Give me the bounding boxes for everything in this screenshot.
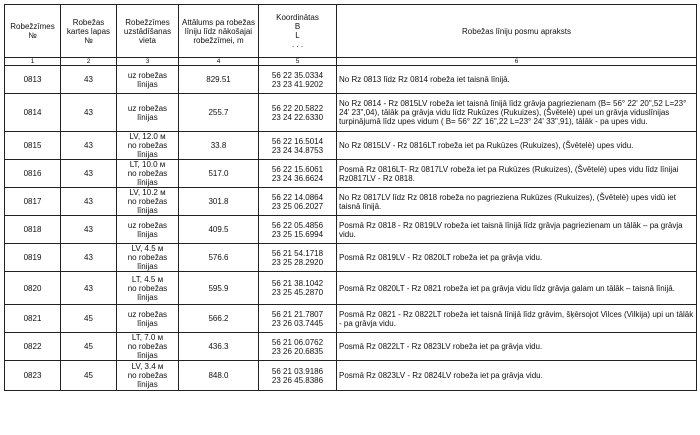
distance-cell: 576.6 [179,244,259,272]
install-place-cell [117,160,179,188]
header-row [5,5,697,58]
coordinates-cell [259,188,337,216]
distance-cell: 829.51 [179,66,259,94]
coordinates-cell [259,132,337,160]
install-place-line: LT, 4.5 м [131,274,164,284]
install-place-line: LV, 10.2 м [129,188,166,197]
install-place-line: LV, 12.0 м [129,132,166,141]
distance-cell: 595.9 [179,272,259,305]
install-place-line: līnijas [137,229,158,239]
marker-number-cell: 0814 [5,94,61,132]
install-place-line: līnijas [137,292,158,302]
border-markers-table [4,4,697,391]
map-sheet-cell: 43 [61,188,117,216]
header-install-place: Robežzīmes uzstādīšanas vieta [117,5,179,58]
distance-cell: 301.8 [179,188,259,216]
marker-number-cell: 0815 [5,132,61,160]
coordinates-cell [259,244,337,272]
table-row [5,66,697,94]
coordinate-l: 23 26 03.7445 [271,318,324,328]
install-place-line: uz robežas [127,220,168,230]
header-marker-number: Robežzīmes № [5,5,61,58]
coordinate-l: 23 25 45.2870 [271,288,324,297]
column-number: 3 [117,58,179,66]
coordinates-cell [259,160,337,188]
column-number: 2 [61,58,117,66]
table-row [5,216,697,244]
install-place-line: līnijas [137,206,158,215]
coordinate-b: 56 22 35.0334 [271,70,324,80]
install-place-line: līnijas [137,79,158,89]
coordinate-b: 56 22 14.0864 [271,192,324,202]
description-cell: Posmā Rz 0816LT- Rz 0817LV robeža iet pa Rukūzes (Rukuizes), (Švētelė) upes vidu līdz līnijai Rz0817LV - Rz 0818. [337,160,697,188]
coordinate-b: 56 22 15.6061 [271,164,324,174]
coordinate-l: 23 24 34.8753 [271,145,324,155]
header-map-sheet: Robežas kartes lapas № [61,5,117,58]
map-sheet-cell: 43 [61,244,117,272]
coordinate-l: 23 24 36.6624 [271,173,324,183]
map-sheet-cell: 43 [61,94,117,132]
install-place-line: no robežas [127,342,168,351]
coordinates-cell [259,361,337,391]
install-place-line: uz robežas [127,309,168,319]
column-number: 4 [179,58,259,66]
install-place-line: uz robežas [127,103,168,113]
install-place-line: LT, 7.0 м [131,333,164,342]
marker-number-cell: 0817 [5,188,61,216]
map-sheet-cell: 43 [61,272,117,305]
map-sheet-cell: 43 [61,132,117,160]
header-coordinates-dots: . . . [291,40,304,49]
distance-cell: 436.3 [179,333,259,361]
table-row [5,244,697,272]
install-place-line: no robežas [127,371,168,380]
header-coordinates [259,5,337,58]
install-place-cell [117,244,179,272]
coordinate-b: 56 21 06.0762 [271,337,324,347]
table-row [5,333,697,361]
table-row [5,94,697,132]
coordinate-l: 23 24 22.6330 [271,112,324,122]
coordinate-l: 23 25 06.2027 [271,201,324,211]
install-place-line: no robežas [127,253,168,262]
map-sheet-cell: 45 [61,361,117,391]
description-cell: No Rz 0813 līdz Rz 0814 robeža iet taisnā līnijā. [337,66,697,94]
coordinates-cell [259,94,337,132]
install-place-line: LV, 4.5 м [131,244,164,253]
marker-number-cell: 0819 [5,244,61,272]
distance-cell: 517.0 [179,160,259,188]
coordinates-cell [259,305,337,333]
install-place-line: LT, 10.0 м [129,160,166,169]
coordinates-cell [259,66,337,94]
distance-cell: 566.2 [179,305,259,333]
column-number: 1 [5,58,61,66]
header-description: Robežas līniju posmu apraksts [337,5,697,58]
table-row [5,305,697,333]
header-coordinates-l: L [295,31,300,40]
coordinate-b: 56 21 21.7807 [271,309,324,319]
column-number: 5 [259,58,337,66]
install-place-line: līnijas [137,380,158,389]
distance-cell: 33.8 [179,132,259,160]
description-cell: No Rz 0815LV - Rz 0816LT robeža iet pa Rukūzes (Rukuizes), (Švētelė) upes vidu. [337,132,697,160]
coordinate-l: 23 25 15.6994 [271,229,324,239]
install-place-line: LV, 3.4 м [131,362,164,371]
coordinate-b: 56 22 20.5822 [271,103,324,113]
install-place-line: no robežas [127,141,168,150]
marker-number-cell: 0822 [5,333,61,361]
description-cell: Posmā Rz 0820LT - Rz 0821 robeža iet pa grāvja vidu līdz grāvja galam un tālāk – taisnā līnijā. [337,272,697,305]
marker-number-cell: 0820 [5,272,61,305]
install-place-cell [117,333,179,361]
install-place-cell [117,66,179,94]
coordinates-cell [259,333,337,361]
coordinate-l: 23 26 45.8386 [271,375,324,385]
map-sheet-cell: 43 [61,160,117,188]
install-place-cell [117,132,179,160]
install-place-cell [117,94,179,132]
install-place-cell [117,188,179,216]
header-coordinates-title: Koordinātas [276,13,319,22]
coordinates-cell [259,216,337,244]
install-place-line: līnijas [137,178,158,187]
description-cell: Posmā Rz 0822LT - Rz 0823LV robeža iet pa grāvja vidu. [337,333,697,361]
header-coordinates-b: B [294,22,301,31]
install-place-cell [117,305,179,333]
install-place-line: līnijas [137,262,158,271]
distance-cell: 409.5 [179,216,259,244]
table-row [5,160,697,188]
map-sheet-cell: 45 [61,305,117,333]
description-cell: Posmā Rz 0818 - Rz 0819LV robeža iet taisnā līnijā līdz grāvja pagriezienam un tālāk – pa grāvja vidu. [337,216,697,244]
install-place-line: no robežas [127,197,168,206]
table-row [5,132,697,160]
column-number: 6 [337,58,697,66]
table-row [5,188,697,216]
marker-number-cell: 0813 [5,66,61,94]
coordinate-b: 56 21 03.9186 [271,366,324,376]
map-sheet-cell: 43 [61,66,117,94]
description-cell: Posmā Rz 0819LV - Rz 0820LT robeža iet pa grāvja vidu. [337,244,697,272]
install-place-cell [117,272,179,305]
table-row [5,272,697,305]
marker-number-cell: 0821 [5,305,61,333]
coordinate-b: 56 21 54.1718 [271,248,324,258]
coordinate-l: 23 26 20.6835 [271,346,324,356]
header-distance: Attālums pa robežas līniju līdz nākošajai robežzīmei, m [179,5,259,58]
table-body [5,66,697,391]
table-row [5,361,697,391]
coordinate-b: 56 22 16.5014 [271,136,324,146]
install-place-cell [117,216,179,244]
coordinates-cell [259,272,337,305]
install-place-line: līnijas [137,112,158,122]
install-place-line: līnijas [137,318,158,328]
install-place-line: uz robežas [127,70,168,80]
install-place-line: no robežas [127,283,168,293]
coordinate-l: 23 23 41.9202 [271,79,324,89]
description-cell: No Rz 0817LV līdz Rz 0818 robeža no pagrieziena Rukūzes (Rukuizes), (Švētelė) upes vidū iet taisnā līnijā. [337,188,697,216]
marker-number-cell: 0816 [5,160,61,188]
coordinate-b: 56 21 38.1042 [271,279,324,288]
install-place-cell [117,361,179,391]
description-cell: Posmā Rz 0823LV - Rz 0824LV robeža iet pa grāvja vidu. [337,361,697,391]
marker-number-cell: 0818 [5,216,61,244]
description-cell: Posmā Rz 0821 - Rz 0822LT robeža iet taisnā līnijā līdz grāvim, šķērsojot Vilces (Vilkija) upi un tālāk - pa grāvja vidu. [337,305,697,333]
coordinate-l: 23 25 28.2920 [271,257,324,267]
marker-number-cell: 0823 [5,361,61,391]
install-place-line: no robežas [127,169,168,178]
column-number-row [5,58,697,66]
coordinate-b: 56 22 05.4856 [271,220,324,230]
distance-cell: 848.0 [179,361,259,391]
install-place-line: līnijas [137,351,158,360]
map-sheet-cell: 45 [61,333,117,361]
distance-cell: 255.7 [179,94,259,132]
description-cell: No Rz 0814 - Rz 0815LV robeža iet taisnā līnijā līdz grāvja pagriezienam (B= 56° 22' 20",52 L=23° 24' 23",04), tālāk pa grāvja vidu līdz Rukūzes (Rukuizes), (Švētelė) upei un grāvja viduslīnijas turpinājumā līdz upes vidum ( B= 56° 22' 16",22 L=23° 24' 33",91), tālāk - pa upes vidu. [337,94,697,132]
map-sheet-cell: 43 [61,216,117,244]
install-place-line: līnijas [137,150,158,159]
